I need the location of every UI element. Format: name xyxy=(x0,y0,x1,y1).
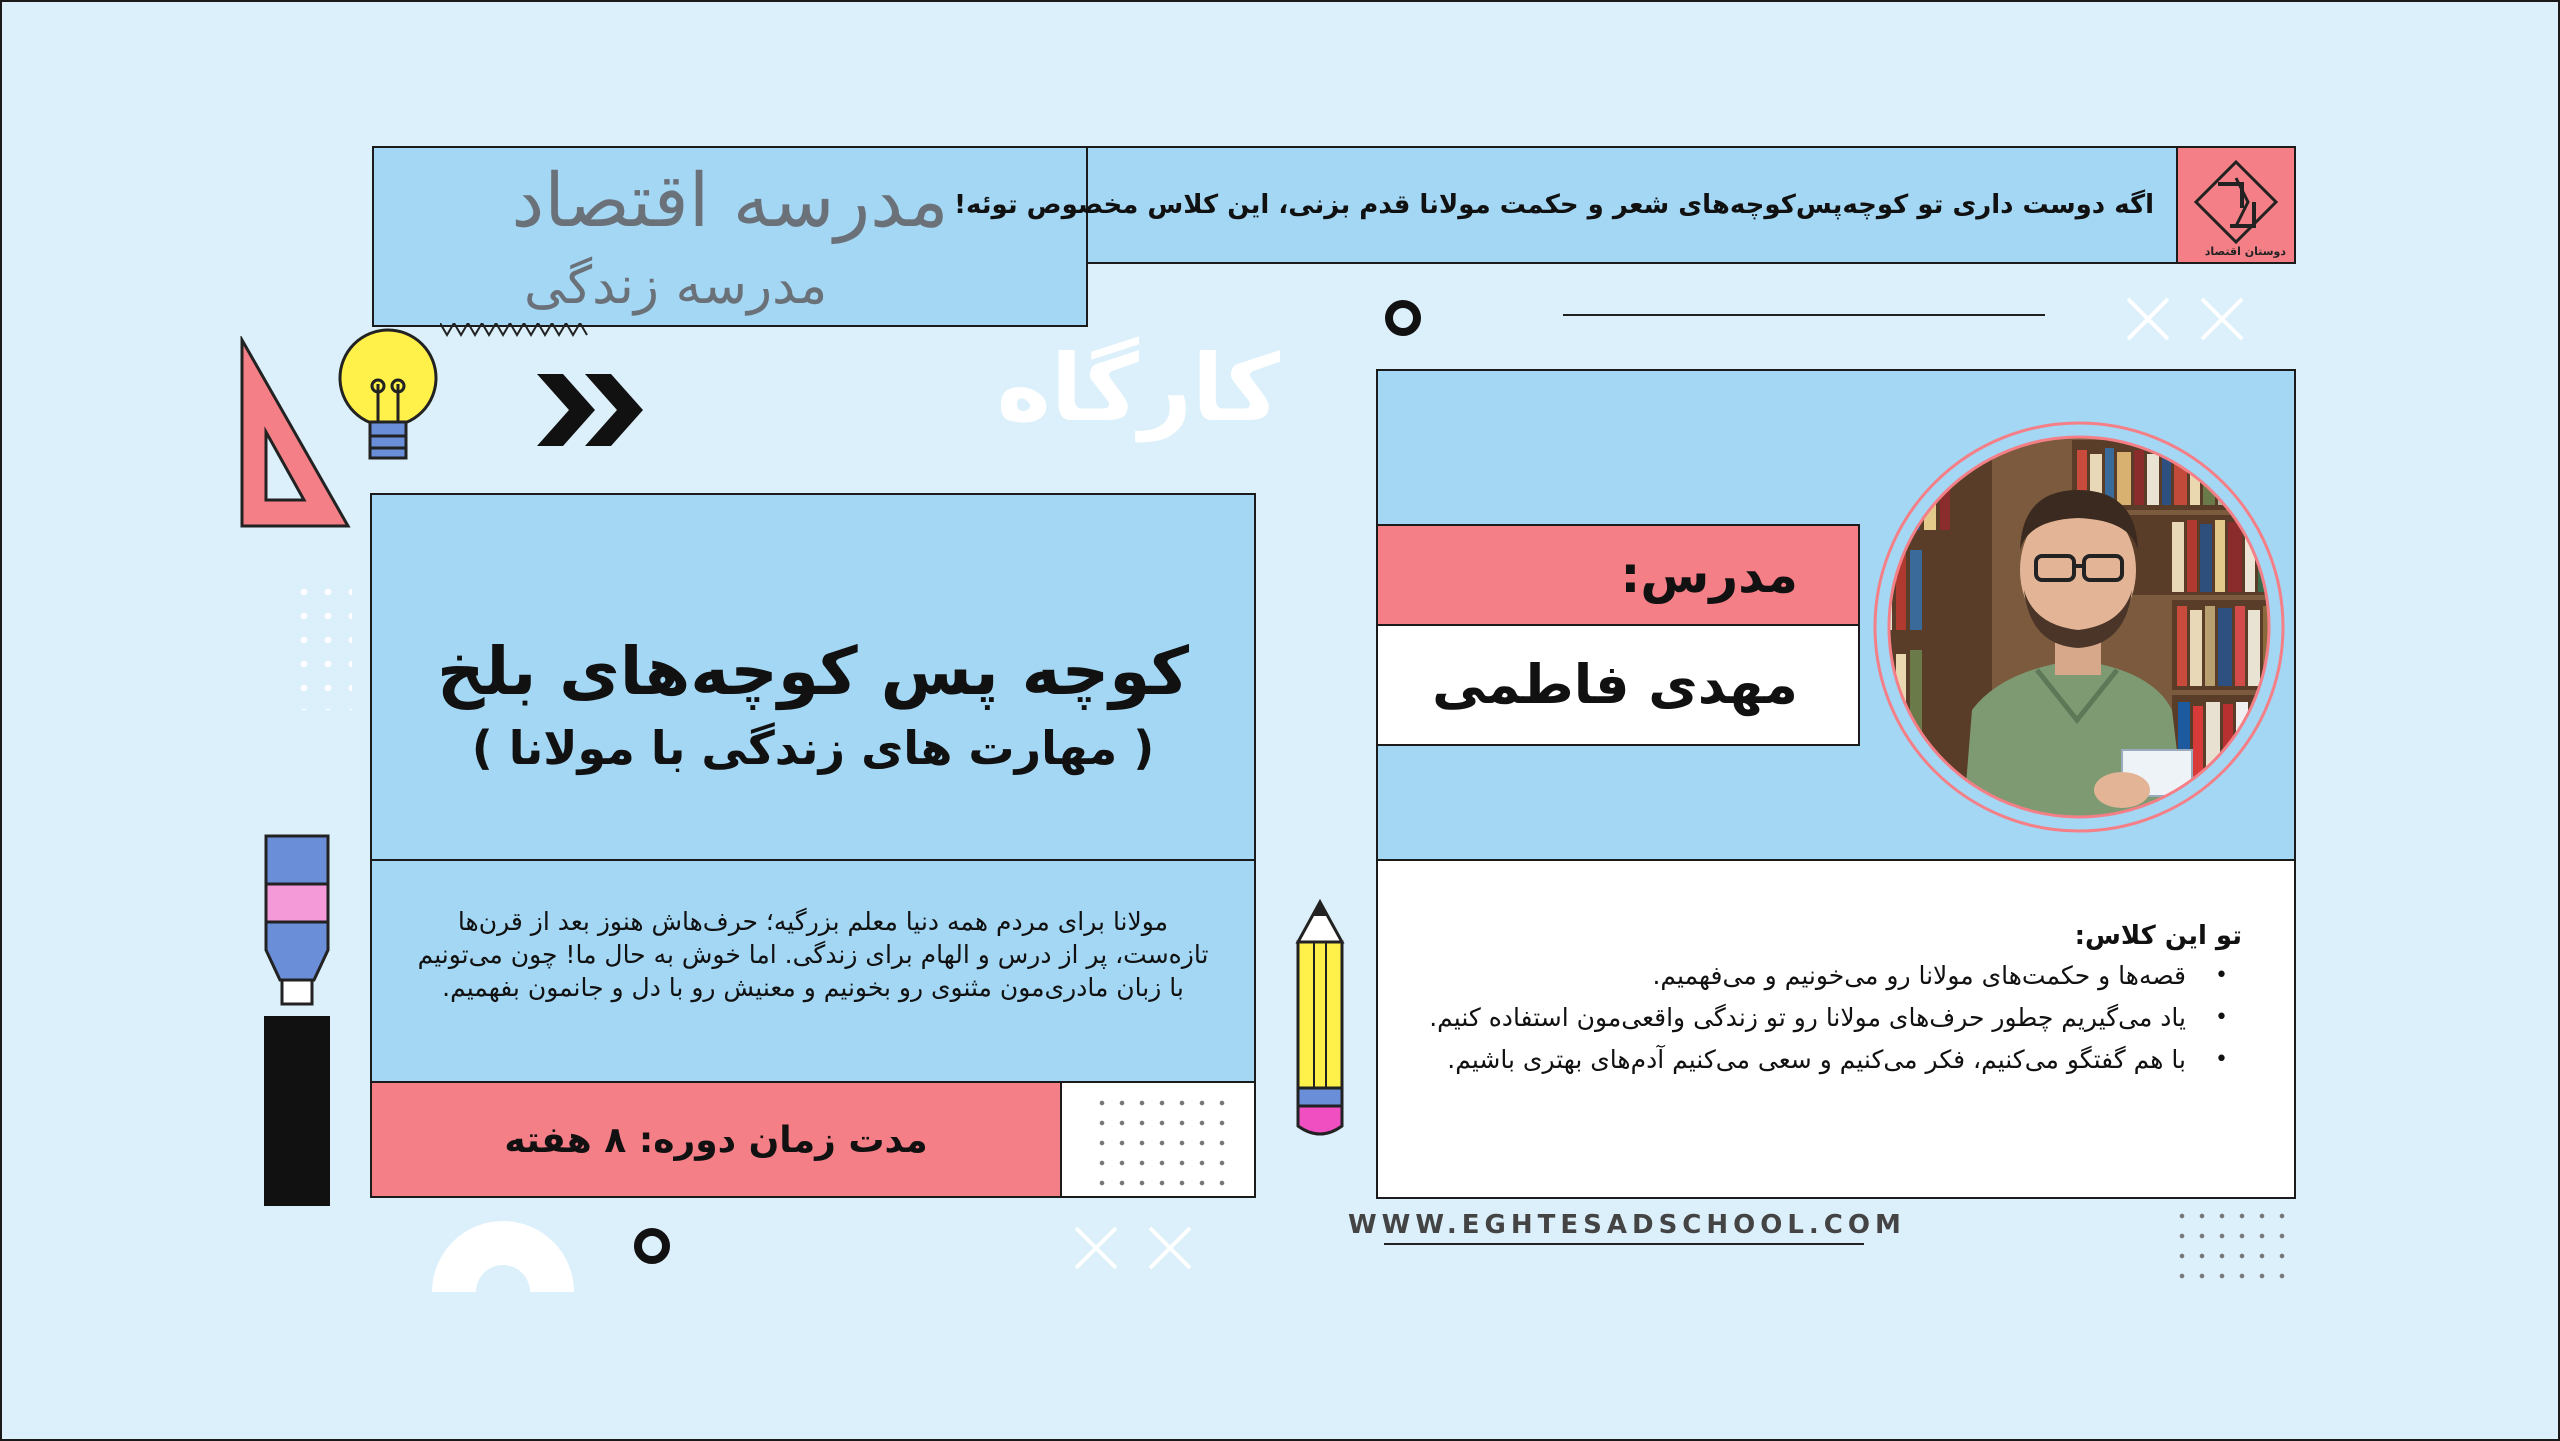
dot-grid-bottom-right xyxy=(2172,1206,2292,1282)
list-item: یاد می‌گیریم چطور حرف‌های مولانا رو تو زندگی واقعی‌مون استفاده کنیم. • xyxy=(1418,997,2242,1039)
list-item: با هم گفتگو می‌کنیم، فکر می‌کنیم و سعی می‌کنیم آدم‌های بهتری باشیم. • xyxy=(1418,1039,2242,1081)
ring-icon xyxy=(1382,297,1424,339)
double-chevron-icon xyxy=(533,370,653,450)
teacher-name: مهدی فاطمی xyxy=(1432,653,1798,716)
course-title-box xyxy=(370,493,1256,861)
badge-text: دوستان اقتصاد xyxy=(2204,245,2286,258)
tagline-text: اگه دوست داری تو کوچه‌پس‌کوچه‌های شعر و حکمت مولانا قدم بزنی، این کلاس مخصوص توئه! xyxy=(954,190,2154,220)
teacher-photo xyxy=(1872,420,2286,834)
workshop-label: کارگاه xyxy=(996,335,1280,442)
logo-sub-text: مدرسه زندگی xyxy=(524,256,828,316)
light-bulb-icon xyxy=(334,326,442,476)
cross-marks-icon xyxy=(2124,295,2254,343)
course-description-box xyxy=(370,859,1256,1083)
teacher-label-box xyxy=(1376,524,1860,626)
tagline-bar xyxy=(954,146,2178,264)
pencil-icon xyxy=(1292,898,1348,1144)
badge-logo xyxy=(2176,146,2296,264)
class-info-heading: تو این کلاس: xyxy=(2074,921,2242,951)
course-title: کوچه پس کوچه‌های بلخ xyxy=(436,633,1190,710)
logo-main-text: مدرسه اقتصاد xyxy=(511,158,949,244)
course-subtitle: ( مهارت های زندگی با مولانا ) xyxy=(471,721,1155,775)
duration-box xyxy=(370,1081,1062,1198)
website-url: WWW.EGHTESADSCHOOL.COM xyxy=(1348,1210,1906,1240)
divider-line xyxy=(1563,314,2045,316)
teacher-name-box xyxy=(1376,624,1860,746)
zigzag-decoration xyxy=(440,323,590,337)
teacher-label: مدرس: xyxy=(1620,546,1798,604)
duration-side-box xyxy=(1060,1081,1256,1198)
url-underline xyxy=(1384,1243,1864,1245)
class-info-list xyxy=(1418,955,2242,1081)
course-duration: مدت زمان دوره: ۸ هفته xyxy=(504,1120,928,1161)
class-info-box xyxy=(1376,859,2296,1199)
marker-icon xyxy=(260,830,336,1210)
dot-grid xyxy=(1092,1093,1228,1189)
half-circle-icon xyxy=(428,1216,578,1294)
list-item: قصه‌ها و حکمت‌های مولانا رو می‌خونیم و می‌فهمیم. • xyxy=(1418,955,2242,997)
cross-marks-bottom-icon xyxy=(1072,1224,1202,1272)
ring-icon-bottom xyxy=(630,1224,674,1268)
course-description: مولانا برای مردم همه دنیا معلم بزرگیه؛ حرف‌هاش هنوز بعد از قرن‌ها تازه‌ست، پر از درس و الهام برای زندگی. اما خوش به حال ما! چون می‌تونیم با زبان مادری‌مون مثنوی رو بخونیم و معنیش رو با دل و جانمون بفهمیم. xyxy=(417,907,1209,1002)
dot-grid-white xyxy=(292,580,352,710)
